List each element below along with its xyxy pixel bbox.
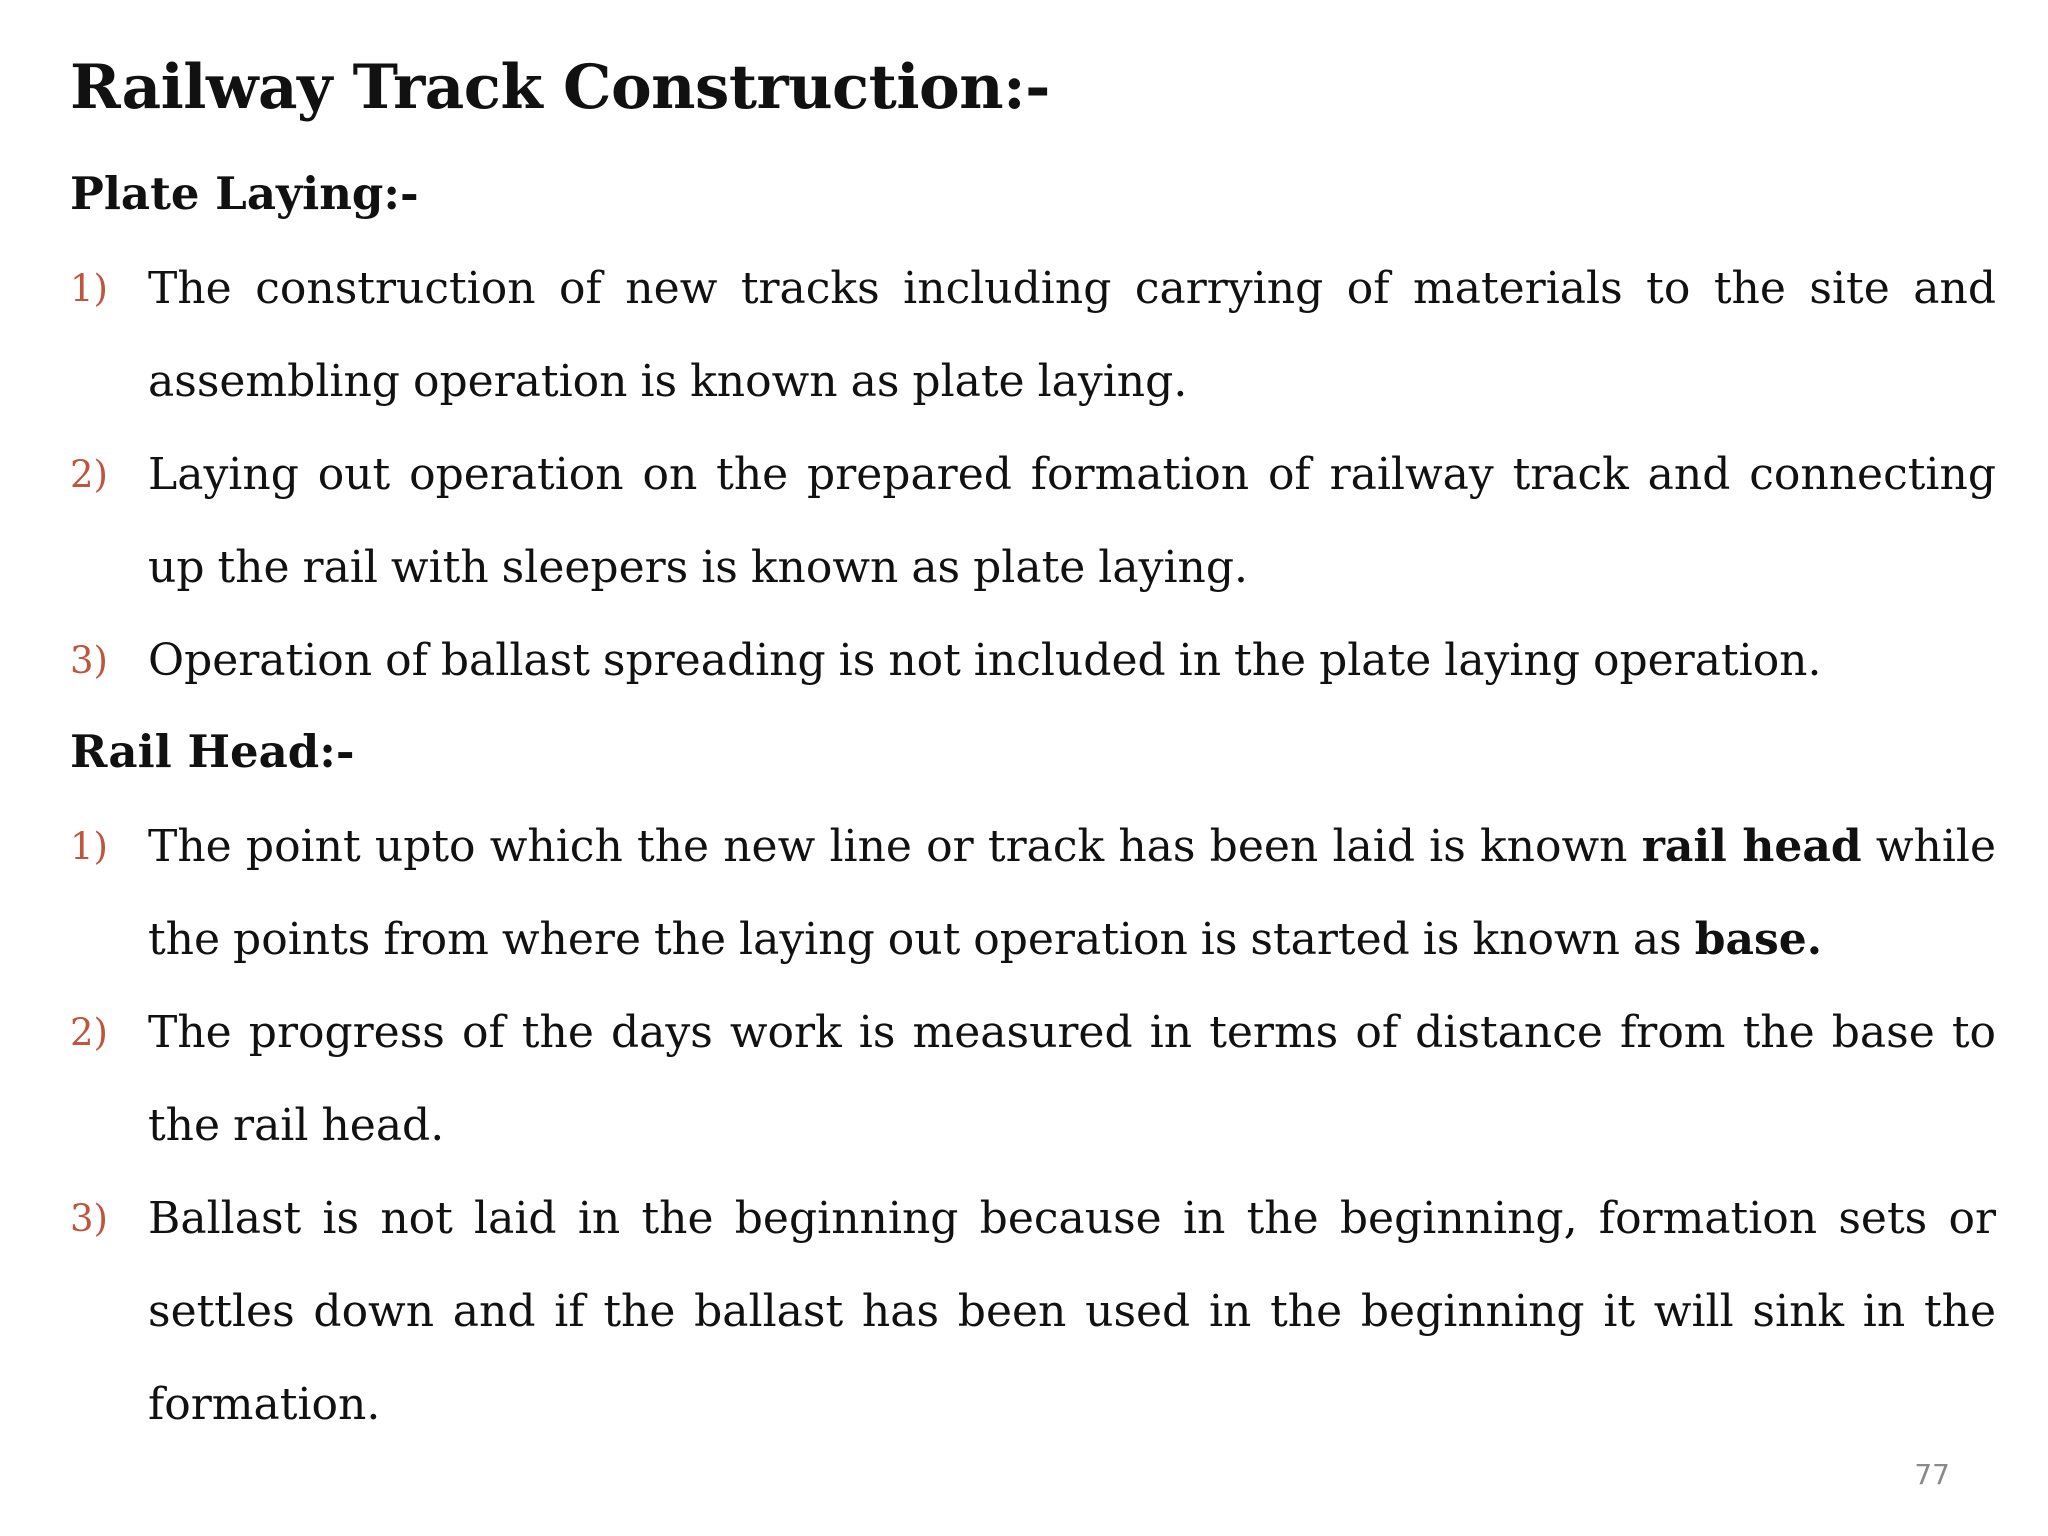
list-item-number: 3): [70, 1197, 108, 1240]
list-item-text: Laying out operation on the prepared formation of railway track and connecting up the rail with sleepers is known as plate laying.: [148, 449, 1996, 593]
list-item-text: [148, 800, 1996, 986]
list-item: [70, 428, 1996, 614]
page-number: 77: [1914, 1458, 1950, 1491]
list-item-number: 1): [70, 267, 108, 310]
list-item-text-part: while the points from where the laying out operation is started is known as: [148, 821, 1997, 965]
list-item-number: 1): [70, 825, 108, 868]
section-heading-plate-laying: Plate Laying:-: [70, 167, 419, 220]
list-item-text: The progress of the days work is measured in terms of distance from the base to the rail head.: [148, 1007, 1996, 1151]
term-base: base.: [1694, 914, 1823, 965]
list-item: [70, 242, 1996, 428]
list-item: [70, 1172, 1996, 1451]
list-item: [70, 614, 1996, 707]
list-item: [70, 986, 1996, 1172]
list-item-text: The construction of new tracks including carrying of materials to the site and assembling operation is known as plate laying.: [148, 263, 1996, 407]
list-item: [70, 800, 1996, 986]
term-rail-head: rail head: [1641, 821, 1862, 872]
list-item-number: 2): [70, 453, 108, 496]
list-item-text: Ballast is not laid in the beginning because in the beginning, formation sets or settles down and if the ballast has been used in the beginning it will sink in the formation.: [148, 1193, 1996, 1430]
list-item-text-part: The point upto which the new line or track has been laid is known: [148, 821, 1642, 872]
list-item-text: Operation of ballast spreading is not included in the plate laying operation.: [148, 635, 1822, 686]
list-item-number: 3): [70, 639, 108, 682]
page-title: Railway Track Construction:-: [70, 52, 1050, 123]
list-item-number: 2): [70, 1011, 108, 1054]
section-heading-rail-head: Rail Head:-: [70, 725, 355, 778]
